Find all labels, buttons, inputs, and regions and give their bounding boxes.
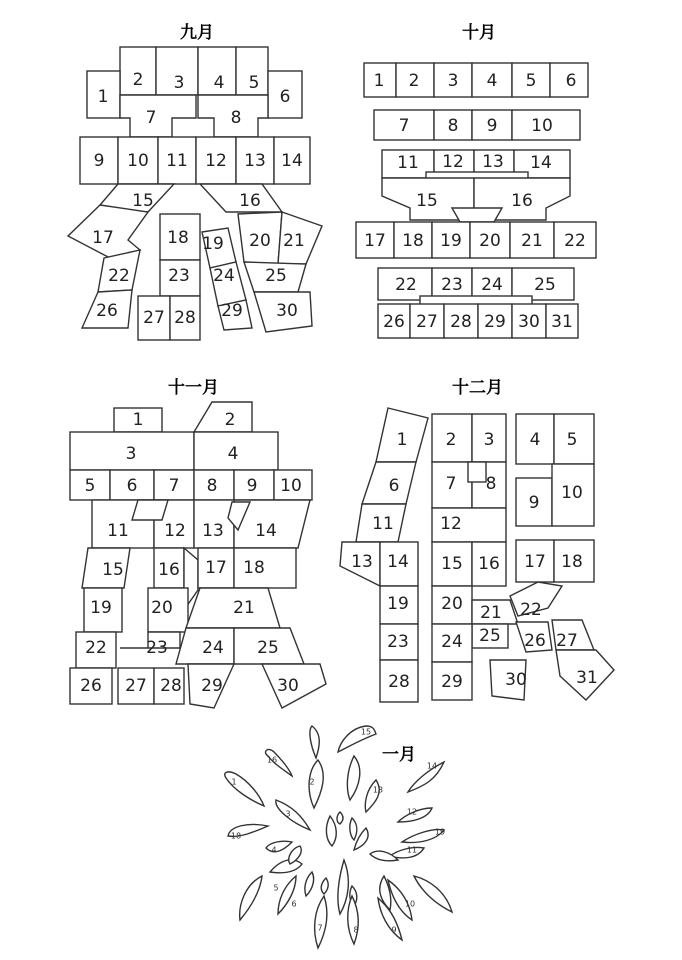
jan-day: 1 (231, 777, 237, 787)
jan-day: 10 (404, 899, 416, 909)
nov-day: 30 (277, 676, 299, 696)
nov-day: 3 (125, 444, 137, 464)
oct-day: 1 (373, 71, 385, 91)
sep-day: 25 (265, 266, 287, 286)
dec-day: 15 (441, 554, 463, 574)
dec-day: 17 (524, 552, 546, 572)
october-grid (356, 63, 596, 338)
jan-day: 12 (406, 807, 418, 817)
sep-day: 20 (249, 231, 271, 251)
nov-day: 15 (102, 560, 124, 580)
dec-day: 27 (556, 631, 578, 651)
dec-day: 29 (441, 672, 463, 692)
sep-day: 19 (202, 234, 224, 254)
nov-day: 27 (125, 676, 147, 696)
nov-day: 28 (160, 676, 182, 696)
nov-day: 10 (280, 476, 302, 496)
dec-day: 13 (351, 552, 373, 572)
sep-day: 5 (248, 73, 260, 93)
jan-day: 4 (271, 845, 277, 855)
nov-day: 17 (205, 558, 227, 578)
jan-day: 3 (285, 809, 291, 819)
jan-day: 13 (372, 785, 384, 795)
nov-day: 13 (202, 521, 224, 541)
dec-day: 30 (505, 670, 527, 690)
dec-day: 26 (524, 631, 546, 651)
jan-day: 6 (291, 899, 297, 909)
sep-day: 13 (244, 151, 266, 171)
dec-day: 8 (485, 474, 497, 494)
jan-day: 2 (309, 777, 315, 787)
oct-day: 18 (402, 231, 424, 251)
dec-day: 14 (387, 552, 409, 572)
nov-day: 8 (206, 476, 218, 496)
dec-day: 7 (445, 474, 457, 494)
sep-day: 28 (174, 308, 196, 328)
oct-day: 30 (518, 312, 540, 332)
oct-day: 22 (564, 231, 586, 251)
nov-day: 16 (158, 560, 180, 580)
dec-day: 11 (372, 514, 394, 534)
sep-day: 8 (230, 108, 242, 128)
sep-day: 6 (279, 87, 291, 107)
nov-day: 11 (107, 521, 129, 541)
dec-day: 12 (440, 514, 462, 534)
oct-day: 8 (447, 116, 459, 136)
oct-day: 21 (521, 231, 543, 251)
jan-day: 8 (353, 925, 359, 935)
jan-day: 11 (406, 845, 418, 855)
title-september: 九月 (180, 23, 214, 43)
nov-day: 24 (202, 638, 224, 658)
nov-day: 26 (80, 676, 102, 696)
nov-day: 29 (201, 676, 223, 696)
nov-day: 23 (146, 638, 168, 658)
oct-day: 13 (482, 152, 504, 172)
dec-day: 18 (561, 552, 583, 572)
oct-day: 4 (486, 71, 498, 91)
sep-day: 15 (132, 191, 154, 211)
november-grid (70, 402, 326, 708)
nov-day: 14 (255, 521, 277, 541)
oct-day: 17 (364, 231, 386, 251)
oct-day: 12 (442, 152, 464, 172)
oct-day: 24 (481, 275, 503, 295)
nov-day: 12 (164, 521, 186, 541)
sep-day: 14 (281, 151, 303, 171)
sep-day: 1 (97, 87, 109, 107)
oct-day: 2 (408, 71, 420, 91)
sep-day: 29 (221, 301, 243, 321)
nov-day: 6 (126, 476, 138, 496)
nov-day: 22 (85, 638, 107, 658)
dec-day: 21 (480, 603, 502, 623)
oct-day: 31 (551, 312, 573, 332)
sep-day: 18 (167, 228, 189, 248)
dec-day: 22 (520, 600, 542, 620)
sep-day: 17 (92, 228, 114, 248)
jan-day: 18 (230, 831, 242, 841)
dec-day: 19 (387, 594, 409, 614)
nov-day: 9 (246, 476, 258, 496)
oct-day: 19 (440, 231, 462, 251)
oct-day: 9 (486, 116, 498, 136)
oct-day: 28 (450, 312, 472, 332)
oct-day: 6 (565, 71, 577, 91)
dec-day: 28 (388, 672, 410, 692)
oct-day: 3 (447, 71, 459, 91)
jan-day: 7 (317, 923, 323, 933)
jan-day: 16 (266, 755, 278, 765)
sep-day: 10 (127, 151, 149, 171)
oct-day: 25 (534, 275, 556, 295)
jan-day: 15 (360, 727, 372, 737)
nov-day: 2 (224, 410, 236, 430)
jan-day: 5 (273, 883, 279, 893)
oct-day: 16 (511, 191, 533, 211)
nov-day: 4 (227, 444, 239, 464)
sep-day: 23 (168, 266, 190, 286)
jan-day: 9 (391, 925, 397, 935)
oct-day: 29 (484, 312, 506, 332)
sep-day: 9 (93, 151, 105, 171)
sep-day: 2 (132, 70, 144, 90)
dec-day: 10 (561, 483, 583, 503)
sep-day: 3 (173, 73, 185, 93)
dec-day: 3 (483, 430, 495, 450)
jan-day: 14 (426, 761, 438, 771)
dec-day: 2 (445, 430, 457, 450)
oct-day: 14 (530, 153, 552, 173)
oct-day: 20 (479, 231, 501, 251)
dec-day: 31 (576, 668, 598, 688)
dec-day: 4 (529, 430, 541, 450)
sep-day: 7 (145, 108, 157, 128)
dec-day: 1 (396, 430, 408, 450)
oct-day: 10 (531, 116, 553, 136)
nov-day: 18 (243, 558, 265, 578)
title-november: 十一月 (168, 378, 219, 398)
dec-day: 25 (479, 626, 501, 646)
oct-day: 22 (395, 275, 417, 295)
nov-day: 7 (168, 476, 180, 496)
nov-day: 25 (257, 638, 279, 658)
january-firework (225, 726, 452, 948)
jan-day: 19 (434, 827, 446, 837)
oct-day: 27 (416, 312, 438, 332)
sep-day: 11 (166, 151, 188, 171)
nov-day: 5 (84, 476, 96, 496)
oct-day: 11 (397, 153, 419, 173)
dec-day: 6 (388, 476, 400, 496)
dec-day: 23 (387, 632, 409, 652)
oct-day: 23 (441, 275, 463, 295)
sep-day: 12 (205, 151, 227, 171)
dec-day: 5 (566, 430, 578, 450)
oct-day: 7 (398, 116, 410, 136)
sep-day: 27 (143, 308, 165, 328)
nov-day: 19 (90, 598, 112, 618)
sep-day: 4 (213, 73, 225, 93)
nov-day: 20 (151, 598, 173, 618)
sep-day: 26 (96, 301, 118, 321)
oct-day: 5 (525, 71, 537, 91)
title-december: 十二月 (452, 378, 503, 398)
sep-day: 24 (213, 266, 235, 286)
title-october: 十月 (462, 23, 496, 43)
dec-day: 20 (441, 594, 463, 614)
title-january: 一月 (382, 745, 416, 765)
nov-day: 1 (132, 410, 144, 430)
oct-day: 15 (416, 191, 438, 211)
sep-day: 30 (276, 301, 298, 321)
dec-day: 16 (478, 554, 500, 574)
dec-day: 24 (441, 632, 463, 652)
sep-day: 22 (108, 266, 130, 286)
sep-day: 16 (239, 191, 261, 211)
sep-day: 21 (283, 231, 305, 251)
nov-day: 21 (233, 598, 255, 618)
dec-day: 9 (528, 493, 540, 513)
oct-day: 26 (383, 312, 405, 332)
